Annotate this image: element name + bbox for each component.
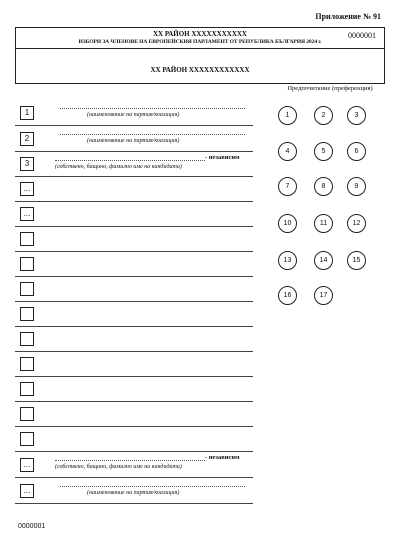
ballot-checkbox[interactable]	[20, 407, 34, 421]
party-caption: (наименование на партия/коалиция)	[87, 112, 180, 118]
preference-circle[interactable]: 2	[314, 106, 333, 125]
ballot-checkbox[interactable]: ...	[20, 182, 34, 196]
preference-circle[interactable]: 5	[314, 142, 333, 161]
ballot-checkbox[interactable]	[20, 432, 34, 446]
party-caption: (наименование на партия/коалиция)	[87, 138, 180, 144]
party-name-line	[60, 486, 245, 487]
ballot-row	[15, 452, 253, 478]
ballot-row	[15, 427, 253, 452]
preference-circle[interactable]: 14	[314, 251, 333, 270]
ballot-row	[15, 402, 253, 427]
header-divider	[16, 48, 384, 49]
ballot-checkbox[interactable]: 2	[20, 132, 34, 146]
candidate-name-line	[55, 160, 205, 161]
preference-circle[interactable]: 12	[347, 214, 366, 233]
party-name-line	[60, 108, 245, 109]
district-line: ХХ РАЙОН ХХХХХХХХХХХ	[153, 30, 247, 38]
ballot-header	[15, 27, 385, 84]
ballot-row	[15, 277, 253, 302]
preference-title: Предпочитание (преференция)	[287, 85, 373, 92]
ballot-checkbox[interactable]	[20, 282, 34, 296]
ballot-row	[15, 177, 253, 202]
preference-circle[interactable]: 6	[347, 142, 366, 161]
preference-circle[interactable]: 10	[278, 214, 297, 233]
election-title: ИЗБОРИ ЗА ЧЛЕНОВЕ НА ЕВРОПЕЙСКИЯ ПАРЛАМЕНТ ОТ РЕПУБЛИКА БЪЛГАРИЯ 2024 г.	[78, 39, 322, 45]
ballot-checkbox[interactable]: ...	[20, 458, 34, 472]
ballot-row	[15, 252, 253, 277]
ballot-row	[15, 478, 253, 504]
preference-circle[interactable]: 9	[347, 177, 366, 196]
ballot-checkbox[interactable]	[20, 332, 34, 346]
preference-circle[interactable]: 16	[278, 286, 297, 305]
preference-circle[interactable]: 4	[278, 142, 297, 161]
ballot-row	[15, 202, 253, 227]
ballot-row	[15, 100, 253, 126]
preference-circle[interactable]: 13	[278, 251, 297, 270]
preference-circle[interactable]: 15	[347, 251, 366, 270]
candidate-caption: (собствено, бащино, фамилно име на кандидата)	[55, 464, 182, 470]
ballot-checkbox[interactable]	[20, 357, 34, 371]
preference-circle[interactable]: 3	[347, 106, 366, 125]
ballot-checkbox[interactable]: ...	[20, 484, 34, 498]
preference-circle[interactable]: 8	[314, 177, 333, 196]
ballot-checkbox[interactable]: 3	[20, 157, 34, 171]
independent-label: - независим	[205, 154, 240, 161]
ballot-checkbox[interactable]	[20, 232, 34, 246]
preference-circle[interactable]: 17	[314, 286, 333, 305]
ballot-row	[15, 227, 253, 252]
header-serial-number: 0000001	[348, 31, 376, 40]
ballot-row	[15, 377, 253, 402]
preference-circle[interactable]: 11	[314, 214, 333, 233]
ballot-row	[15, 126, 253, 152]
ballot-checkbox[interactable]: 1	[20, 106, 34, 120]
footer-serial-number: 0000001	[18, 523, 46, 530]
party-name-line	[60, 134, 245, 135]
preference-circle[interactable]: 7	[278, 177, 297, 196]
party-caption: (наименование на партия/коалиция)	[87, 490, 180, 496]
district-line-secondary: ХХ РАЙОН ХХХХХХХХХХХХ	[150, 66, 250, 74]
ballot-checkbox[interactable]: ...	[20, 207, 34, 221]
ballot-row	[15, 152, 253, 177]
candidate-caption: (собствено, бащино, фамилно име на кандидата)	[55, 164, 182, 170]
appendix-number: Приложение № 91	[315, 12, 381, 21]
ballot-checkbox[interactable]	[20, 257, 34, 271]
ballot-checkbox[interactable]	[20, 382, 34, 396]
ballot-row	[15, 352, 253, 377]
ballot-checkbox[interactable]	[20, 307, 34, 321]
candidate-name-line	[55, 460, 205, 461]
independent-label: - независим	[205, 454, 240, 461]
preference-circle[interactable]: 1	[278, 106, 297, 125]
ballot-row	[15, 302, 253, 327]
ballot-row	[15, 327, 253, 352]
